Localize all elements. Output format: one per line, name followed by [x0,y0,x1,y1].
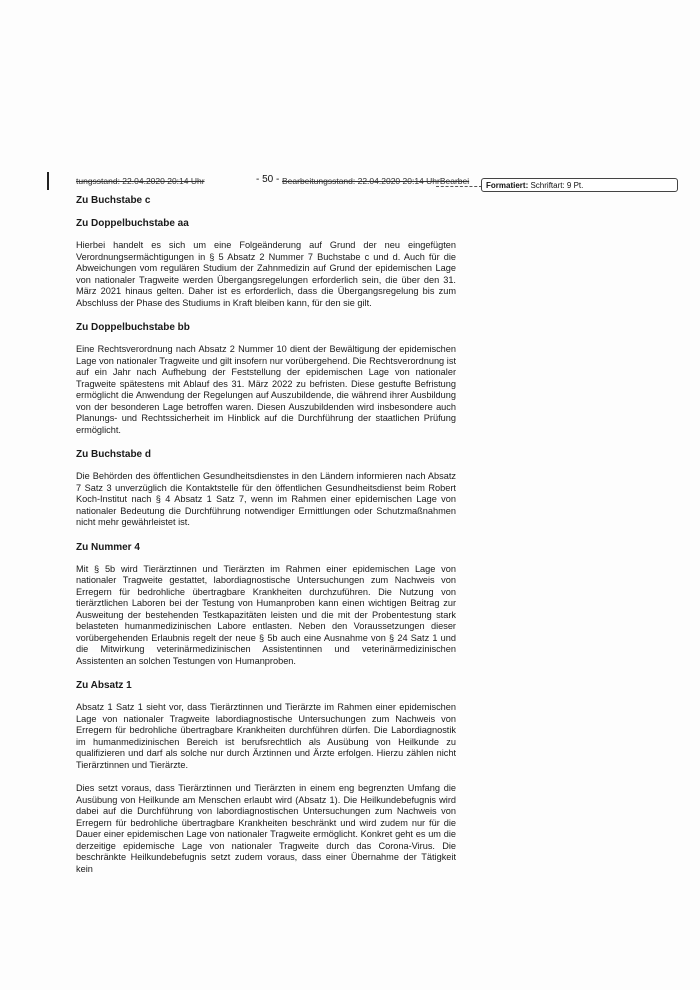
section-heading: Zu Buchstabe d [76,449,152,460]
page-number: - 50 - [256,174,280,185]
change-bar [47,172,49,190]
paragraph: Absatz 1 Satz 1 sieht vor, dass Tierärztinnen und Tierärzte im Rahmen einer epidemischen Lage von nationaler Tragweite labordiagnostische Untersuchungen zum Nachweis von Erregern für bedrohliche übertragbare Krankheiten durchführen dürfen. Die Labordiagnostik im humanmedizinischen Bereich ist berufsrechtlich als Ausübung von Heilkunde zu qualifizieren und darf als solche nur durch Ärztinnen und Ärzte erfolgen. Hierzu zählen nicht Tierärztinnen und Tierärzte. [76,702,456,770]
section-heading: Zu Doppelbuchstabe bb [76,322,190,333]
paragraph: Dies setzt voraus, dass Tierärztinnen und Tierärzten in einem eng begrenzten Umfang die Ausübung von Heilkunde am Menschen erlaubt wird (Absatz 1). Die Heilkundebefugnis wird dabei auf die Durchführung von labordiagnostischen Untersuchungen zum Nachweis von Erregern für bedrohliche übertragbare Krankheiten beschränkt und wird zudem nur für die Dauer einer epidemischen Lage von nationaler Tragweite ermöglicht. Konkret geht es um die derzeitige epidemische Lage von nationaler Tragweite durch das Corona-Virus. Die beschränkte Heilkundebefugnis setzt zudem voraus, dass einer Übernahme der Tätigkeit kein [76,783,456,874]
section-heading: Zu Buchstabe c [76,195,151,206]
paragraph: Eine Rechtsverordnung nach Absatz 2 Nummer 10 dient der Bewältigung der epidemischen Lage von nationaler Tragweite und gilt insofern nur vorübergehend. Die Rechtsverordnung ist auf ein Jahr nach Aufhebung der Feststellung der epidemischen Lage von nationaler Tragweite spätestens mit Ablauf des 31. März 2022 zu befristen. Diese gestufte Befristung ermöglicht die Anwendung der Regelungen auf Auszubildende, die während ihrer Ausbildung von der besonderen Lage betroffen waren. Diesen Auszubildenden wird insbesondere auch Planungs- und Rechtssicherheit im Hinblick auf die Durchführung der staatlichen Prüfung ermöglicht. [76,344,456,435]
format-comment-balloon[interactable] [481,178,678,192]
section-heading: Zu Nummer 4 [76,541,140,553]
comment-connector [436,186,482,187]
section-heading: Zu Doppelbuchstabe aa [76,218,189,229]
paragraph: Die Behörden des öffentlichen Gesundheitsdienstes in den Ländern informieren nach Absatz 7 Satz 3 unverzüglich die Kontaktstelle für den öffentlichen Gesundheitsdienst beim Robert Koch-Institut nach § 4 Absatz 1 Satz 7, wenn im Rahmen einer epidemischen Lage von nationaler Bedeutung die Durchführung notwendiger Ermittlungen oder Schutzmaßnahmen nicht mehr gewährleistet ist. [76,471,456,527]
comment-value: Schriftart: 9 Pt. [530,181,584,190]
revision-stand-left: tungsstand: 22.04.2020 20:14 Uhr [76,176,205,186]
section-heading: Zu Absatz 1 [76,680,132,691]
revision-stand-right: Bearbeitungsstand: 22.04.2020 20:14 UhrBearbei [282,176,470,186]
document-body [76,194,456,875]
paragraph: Hierbei handelt es sich um eine Folgeänderung auf Grund der neu eingefügten Verordnungsermächtigungen in § 5 Absatz 2 Nummer 7 Buchstabe c und d. Auch für die Abweichungen vom regulären Studium der Zahnmedizin auf Grund der epidemischen Lage von nationaler Tragweite werden Übergangsregelungen erforderlich sein, die über den 31. März 2021 hinaus gelten. Daher ist es erforderlich, dass die Übergangsregelung bis zum Abschluss der Phase des Studiums in Kraft bleiben kann, für den sie gilt. [76,240,456,308]
comment-label: Formatiert: [486,181,529,190]
paragraph: Mit § 5b wird Tierärztinnen und Tierärzten im Rahmen einer epidemischen Lage von nationaler Tragweite gestattet, labordiagnostische Untersuchungen zum Nachweis von Erregern für bedrohliche übertragbare Krankheiten durchzuführen. Die Nutzung von tierärztlichen Laboren bei der Testung von Humanproben kann einen wichtigen Beitrag zur Ausweitung der bestehenden Testkapazitäten leisten und die mit der Probentestung stark belasteten humanmedizinischen Labore entlasten. Neben den Voraussetzungen dieser vorübergehenden Erlaubnis regelt der neue § 5b auch eine Ausnahme von § 24 Satz 1 und die Mitwirkung veterinärmedizinischen Assistentinnen und veterinärmedizinischen Assistenten an solchen Testungen von Humanproben. [76,563,456,666]
